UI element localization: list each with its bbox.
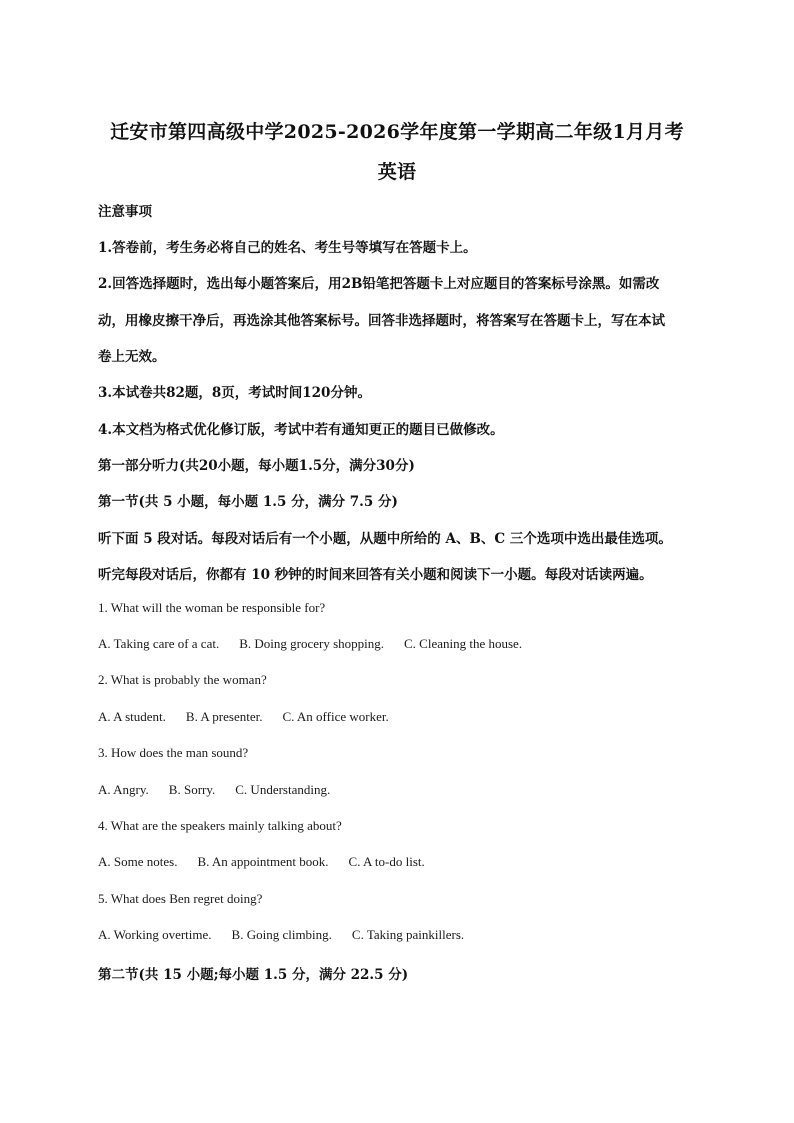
question-5-options <box>98 927 464 943</box>
question-1-stem: 1. What will the woman be responsible for? <box>98 600 326 615</box>
exam-title: 迁安市第四高级中学2025-2026学年度第一学期高二年级1月月考 <box>110 121 684 143</box>
section1-instructions-line-2: 听完每段对话后，你都有 10 秒钟的时间来回答有关小题和阅读下一小题。每段对话读两遍。 <box>98 567 653 583</box>
question-4-option-b[interactable]: B. An appointment book. <box>197 854 329 869</box>
question-2-option-a[interactable]: A. A student. <box>98 709 166 724</box>
question-1-option-c[interactable]: C. Cleaning the house. <box>404 636 523 651</box>
notice-item-3: 3.本试卷共82题，8页，考试时间120分钟。 <box>98 385 371 401</box>
notice-item-2-line-1: 2.回答选择题时，选出每小题答案后，用2B铅笔把答题卡上对应题目的答案标号涂黑。如需改 <box>98 276 660 292</box>
section1-heading: 第一节(共 5 小题，每小题 1.5 分，满分 7.5 分) <box>98 494 398 510</box>
question-3-options <box>98 782 330 798</box>
part1-heading: 第一部分听力(共20小题，每小题1.5分，满分30分) <box>98 458 415 474</box>
exam-subject: 英语 <box>377 161 417 183</box>
question-5-option-b[interactable]: B. Going climbing. <box>231 927 332 942</box>
question-4-option-a[interactable]: A. Some notes. <box>98 854 178 869</box>
question-5-stem: 5. What does Ben regret doing? <box>98 891 263 906</box>
question-3-option-b[interactable]: B. Sorry. <box>168 782 216 797</box>
section1-instructions-line-1: 听下面 5 段对话。每段对话后有一个小题，从题中所给的 A、B、C 三个选项中选出最佳选项。 <box>98 531 672 547</box>
notice-item-1: 1.答卷前，考生务必将自己的姓名、考生号等填写在答题卡上。 <box>98 240 477 256</box>
notice-heading: 注意事项 <box>98 204 152 220</box>
notice-item-2-line-3: 卷上无效。 <box>98 349 166 365</box>
question-2-option-c[interactable]: C. An office worker. <box>282 709 389 724</box>
question-1-option-b[interactable]: B. Doing grocery shopping. <box>239 636 385 651</box>
question-2-stem: 2. What is probably the woman? <box>98 672 267 687</box>
question-5-option-a[interactable]: A. Working overtime. <box>98 927 212 942</box>
question-2-option-b[interactable]: B. A presenter. <box>185 709 263 724</box>
question-1-option-a[interactable]: A. Taking care of a cat. <box>98 636 220 651</box>
question-2-options <box>98 709 389 725</box>
question-4-stem: 4. What are the speakers mainly talking about? <box>98 818 342 833</box>
question-4-options <box>98 854 425 870</box>
question-3-stem: 3. How does the man sound? <box>98 745 249 760</box>
question-3-option-c[interactable]: C. Understanding. <box>235 782 331 797</box>
question-5-option-c[interactable]: C. Taking painkillers. <box>351 927 465 942</box>
question-3-option-a[interactable]: A. Angry. <box>98 782 149 797</box>
notice-item-2-line-2: 动，用橡皮擦干净后，再选涂其他答案标号。回答非选择题时，将答案写在答题卡上，写在本试 <box>98 313 665 329</box>
question-1-options <box>98 636 522 652</box>
notice-item-4: 4.本文档为格式优化修订版，考试中若有通知更正的题目已做修改。 <box>98 422 504 438</box>
question-4-option-c[interactable]: C. A to-do list. <box>348 854 425 869</box>
section2-heading: 第二节(共 15 小题;每小题 1.5 分，满分 22.5 分) <box>98 967 409 983</box>
